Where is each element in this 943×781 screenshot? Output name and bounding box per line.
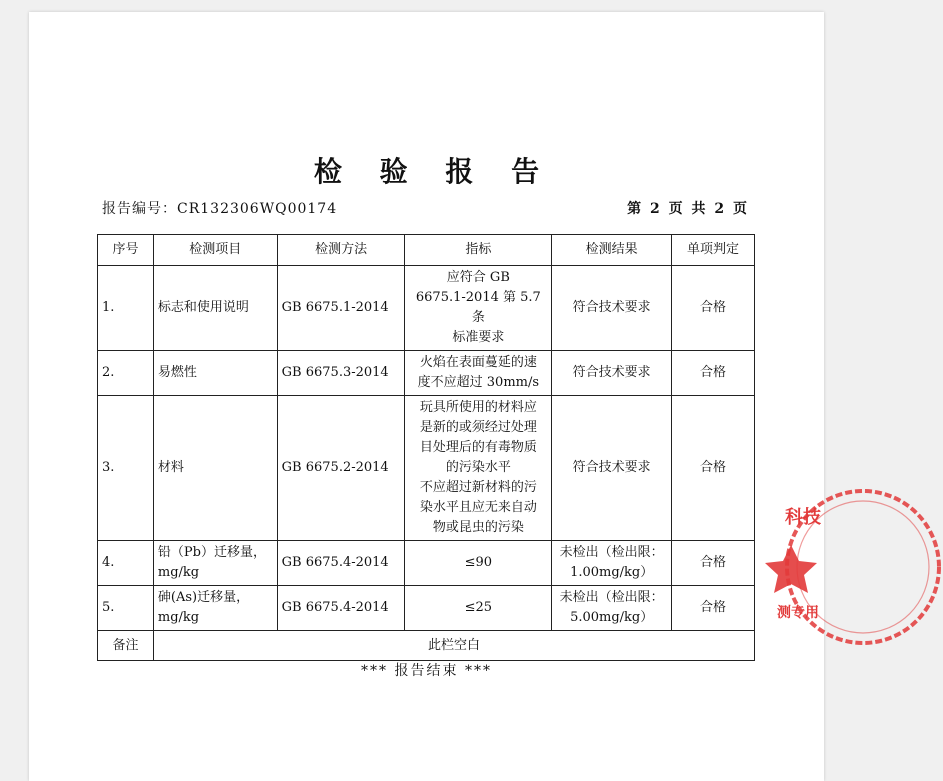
header-result: 检测结果 xyxy=(552,235,672,266)
row-judgement: 合格 xyxy=(672,396,755,541)
row-item: 铅（Pb）迁移量， mg/kg xyxy=(153,541,277,586)
header-judgement: 单项判定 xyxy=(672,235,755,266)
row-result: 符合技术要求 xyxy=(552,266,672,351)
remark-value: 此栏空白 xyxy=(153,631,754,661)
row-method: GB 6675.4-2014 xyxy=(277,586,405,631)
row-judgement: 合格 xyxy=(672,586,755,631)
row-result: 符合技术要求 xyxy=(552,351,672,396)
header-spec: 指标 xyxy=(405,235,552,266)
row-spec: ≤25 xyxy=(405,586,552,631)
header-no: 序号 xyxy=(98,235,154,266)
row-no: 4. xyxy=(98,541,154,586)
row-spec: 应符合 GB 6675.1-2014 第 5.7 条 标准要求 xyxy=(405,266,552,351)
row-result: 未检出（检出限： 1.00mg/kg） xyxy=(552,541,672,586)
row-no: 2. xyxy=(98,351,154,396)
row-item: 砷(As)迁移量， mg/kg xyxy=(153,586,277,631)
remark-row xyxy=(98,631,755,661)
row-spec: 火焰在表面蔓延的速 度不应超过 30mm/s xyxy=(405,351,552,396)
row-judgement: 合格 xyxy=(672,541,755,586)
document-title: 检 验 报 告 xyxy=(313,155,554,188)
row-no: 5. xyxy=(98,586,154,631)
report-number-label: 报告编号： xyxy=(102,201,177,217)
row-method: GB 6675.1-2014 xyxy=(277,266,405,351)
report-page xyxy=(29,12,824,781)
report-number xyxy=(102,198,337,218)
table-row xyxy=(98,541,755,586)
seal-text-top: 科技 xyxy=(785,507,821,528)
row-method: GB 6675.2-2014 xyxy=(277,396,405,541)
seal-text-bottom: 测专用 xyxy=(777,605,819,621)
results-table xyxy=(97,234,755,661)
row-judgement: 合格 xyxy=(672,266,755,351)
table-row xyxy=(98,351,755,396)
end-of-report: *** 报告结束 *** xyxy=(361,663,492,679)
row-spec: ≤90 xyxy=(405,541,552,586)
row-method: GB 6675.4-2014 xyxy=(277,541,405,586)
row-result: 未检出（检出限： 5.00mg/kg） xyxy=(552,586,672,631)
seal-stamp xyxy=(777,487,943,647)
row-no: 3. xyxy=(98,396,154,541)
row-item: 标志和使用说明 xyxy=(153,266,277,351)
row-spec: 玩具所使用的材料应 是新的或须经过处理 目处理后的有毒物质 的污染水平 不应超过新材料的污 染水平且应无来自动 物或昆虫的污染 xyxy=(405,396,552,541)
row-item: 易燃性 xyxy=(153,351,277,396)
table-header-row xyxy=(98,235,755,266)
row-result: 符合技术要求 xyxy=(552,396,672,541)
row-method: GB 6675.3-2014 xyxy=(277,351,405,396)
page-indicator: 第 2 页 共 2 页 xyxy=(627,201,749,217)
row-item: 材料 xyxy=(153,396,277,541)
remark-label: 备注 xyxy=(98,631,154,661)
table-row xyxy=(98,396,755,541)
table-row xyxy=(98,266,755,351)
row-judgement: 合格 xyxy=(672,351,755,396)
header-method: 检测方法 xyxy=(277,235,405,266)
report-number-value: CR132306WQ00174 xyxy=(177,201,338,217)
row-no: 1. xyxy=(98,266,154,351)
table-row xyxy=(98,586,755,631)
header-item: 检测项目 xyxy=(153,235,277,266)
